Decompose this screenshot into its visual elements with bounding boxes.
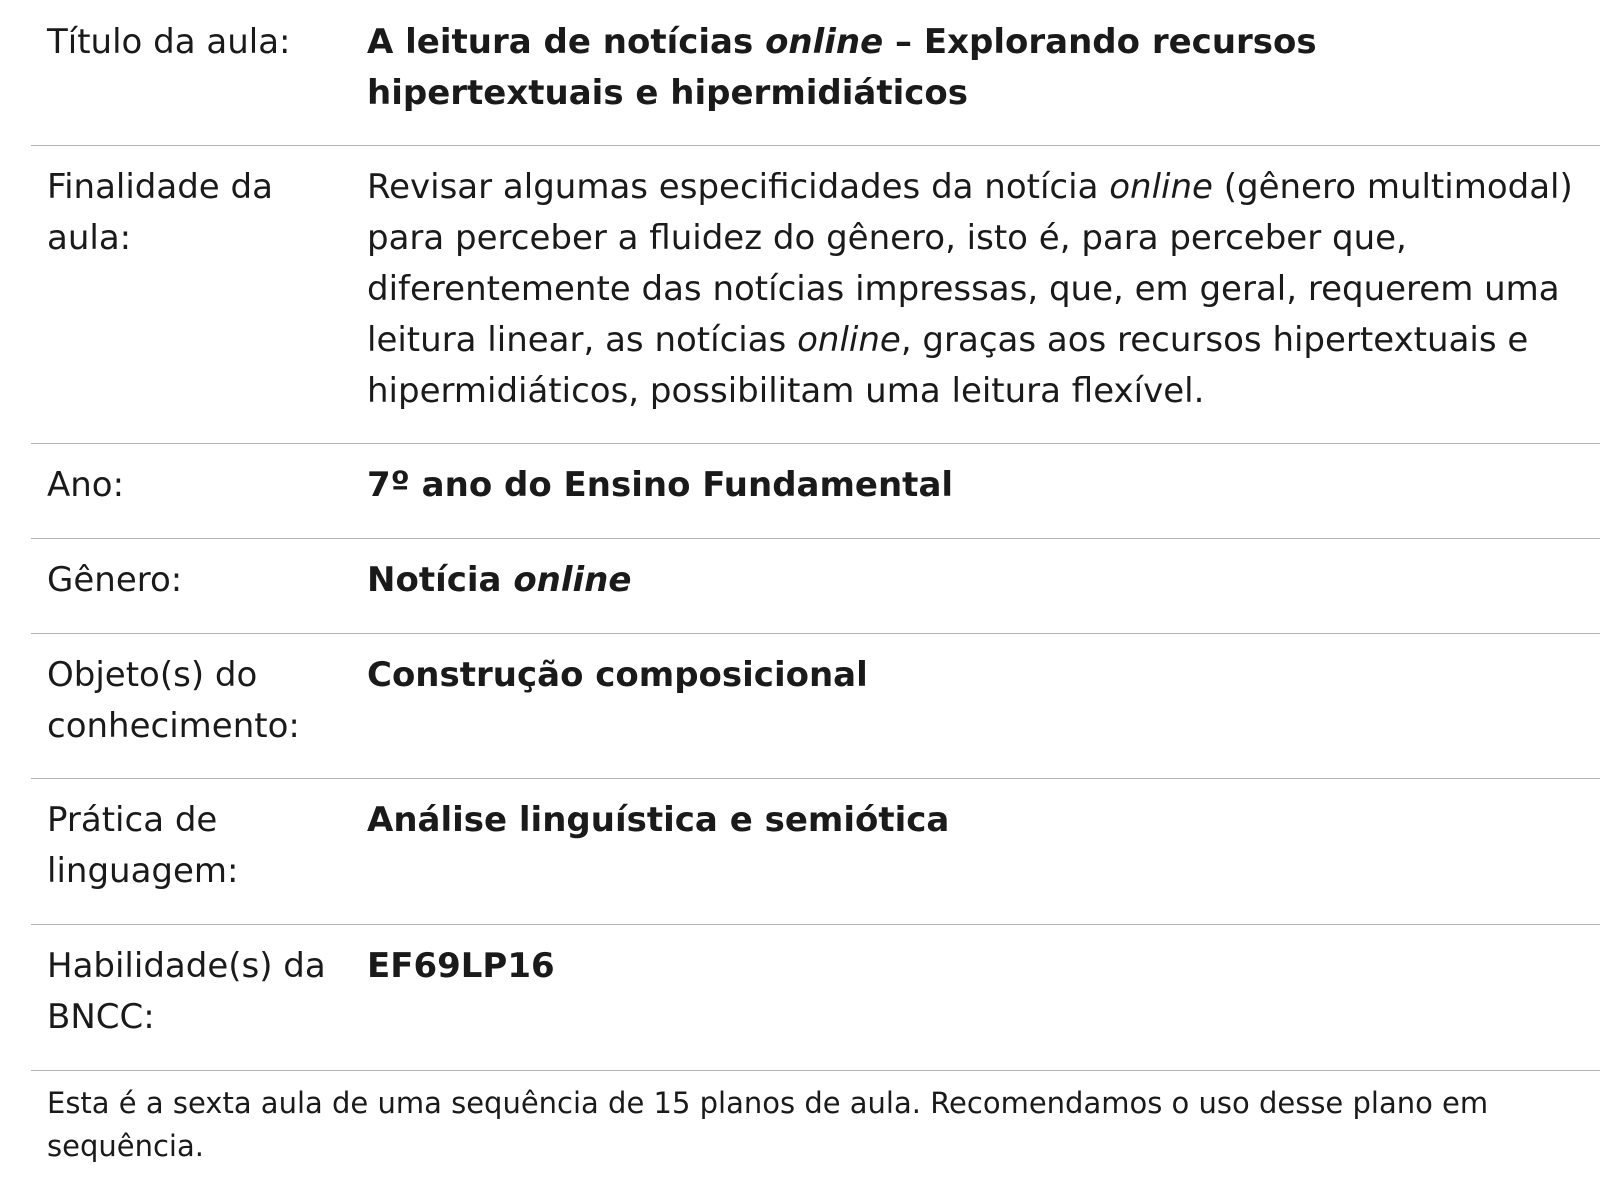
label-lesson-title: Título da aula: xyxy=(47,22,291,62)
label-knowledge-objects: Objeto(s) do conhecimento: xyxy=(47,655,300,746)
label-school-year: Ano: xyxy=(47,465,125,505)
label-genre: Gênero: xyxy=(47,560,183,600)
value-lesson-purpose: Revisar algumas especificidades da notícia online (gênero multimodal) para perceber a fluidez do gênero, isto é, para perceber que, diferentemente das notícias impressas, que, em geral, requerem uma leitura linear, as notícias online, graças aos recursos hipertextuais e hipermidiáticos, possibilitam uma leitura flexível. xyxy=(367,167,1573,411)
row-school-year xyxy=(31,444,1600,539)
value-genre: Notícia online xyxy=(367,560,632,600)
row-lesson-purpose xyxy=(31,146,1600,444)
row-lesson-title xyxy=(31,0,1600,146)
label-language-practice: Prática de linguagem: xyxy=(47,800,239,891)
value-bncc-skills: EF69LP16 xyxy=(367,946,555,986)
row-bncc-skills xyxy=(31,925,1600,1071)
row-knowledge-objects xyxy=(31,634,1600,779)
value-knowledge-objects: Construção composicional xyxy=(367,655,868,695)
value-lesson-title: A leitura de notícias online – Explorando recursos hipertextuais e hipermidiáticos xyxy=(367,22,1317,113)
sequence-footnote: Esta é a sexta aula de uma sequência de 15 planos de aula. Recomendamos o uso desse plano em sequência. xyxy=(47,1086,1489,1163)
label-bncc-skills: Habilidade(s) da BNCC: xyxy=(47,946,326,1037)
row-genre xyxy=(31,539,1600,634)
label-lesson-purpose: Finalidade da aula: xyxy=(47,167,273,258)
value-school-year: 7º ano do Ensino Fundamental xyxy=(367,465,954,505)
row-language-practice xyxy=(31,779,1600,925)
value-language-practice: Análise linguística e semiótica xyxy=(367,800,950,840)
